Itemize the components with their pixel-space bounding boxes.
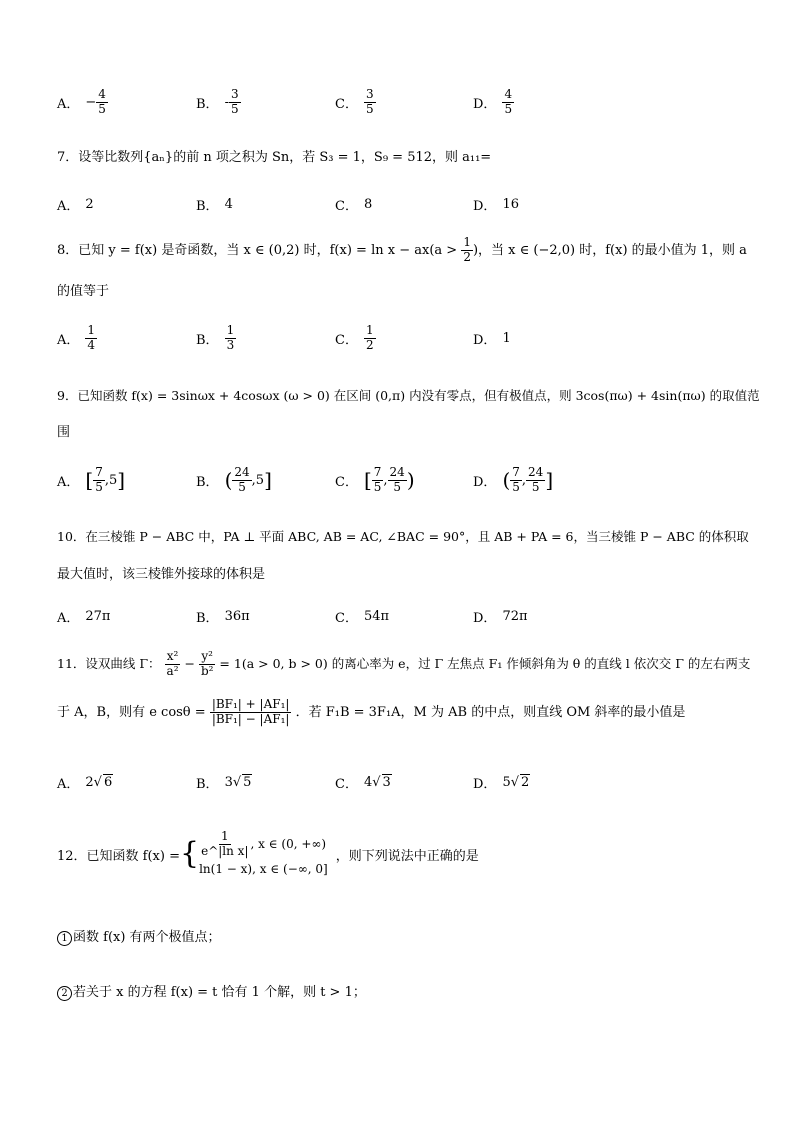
fraction: $\frac{4}{5}$ (504, 86, 513, 116)
q10-option-b[interactable]: B． 36π (196, 608, 250, 626)
q6-option-d[interactable]: D． $\frac{4}{5}$ (473, 86, 513, 116)
q12-statement-1: 1 函数 f(x) 有两个极值点； (57, 926, 221, 946)
q8-option-c[interactable]: C． $\frac{1}{2}$ (335, 322, 374, 352)
fraction: $\frac{7}{5}$ (373, 464, 382, 494)
fraction: $\frac{3}{5}$ (365, 86, 374, 116)
fraction: $\frac{24}{5}$ (234, 464, 250, 494)
fraction: $\frac{1}{3}$ (226, 322, 235, 352)
fraction: $\frac{1}{2}$ (365, 322, 374, 352)
q8-options (57, 318, 747, 358)
q6-option-c[interactable]: C． $\frac{3}{5}$ (335, 86, 374, 116)
q10-option-d[interactable]: D． 72π (473, 608, 528, 626)
fraction: $\frac{3}{5}$ (230, 86, 239, 116)
q9-stem-cont: 围 (57, 425, 71, 440)
q11-stem: 11．设双曲线 Γ： $\frac{\text{x²}}{\text{a²}}$ − $\frac{\text{y²}}{\text{b²}}$ = 1(a > 0, b > 0) 的离心率为 e，过 Γ 左焦点 F₁ 作倾斜角为 θ 的直线 l 依次交 Γ 的左右两支 (57, 649, 751, 678)
q7-option-d[interactable]: D． 16 (473, 196, 519, 214)
q11-option-a[interactable]: A． 2 √ 6 (57, 774, 113, 792)
piecewise-function: $\frac{1}{\text{e\textasciicircum{}|ln x|}}$ , x ∈ (0, +∞) ln(1 − x), x ∈ (−∞, 0] (199, 829, 328, 876)
fraction: $\frac{7}{5}$ (512, 464, 520, 494)
q6-options (57, 82, 747, 122)
fraction: $\frac{7}{5}$ (95, 464, 103, 494)
fraction: $\frac{4}{5}$ (98, 86, 106, 116)
q12-statement-2: 2 若关于 x 的方程 f(x) = t 恰有 1 个解，则 t > 1； (57, 981, 366, 1001)
q9-options (57, 460, 747, 500)
q8-option-b[interactable]: B． $\frac{1}{3}$ (196, 322, 235, 352)
fraction: $\frac{1}{2}$ (463, 235, 471, 264)
fraction: $\frac{\text{|BF₁| + |AF₁|}}{\text{|BF₁| − |AF₁|}}$ (211, 697, 290, 726)
q8-option-a[interactable]: A． $\frac{1}{4}$ (57, 322, 96, 352)
q8-option-d[interactable]: D． 1 (473, 330, 511, 348)
q11-option-c[interactable]: C． 4 √ 3 (335, 774, 391, 792)
q9-stem: 9．已知函数 f(x) = 3sinωx + 4cosωx (ω > 0) 在区间 (0,π) 内没有零点，但有极值点，则 3cos(πω) + 4sin(πω) 的取值范 (57, 388, 760, 403)
circled-number: 1 (57, 931, 72, 946)
q7-stem: 7．设等比数列{aₙ}的前 n 项之积为 Sn，若 S₃ = 1，S₉ = 512，则 a₁₁= (57, 150, 492, 165)
q11-options (57, 762, 747, 802)
q10-options (57, 596, 747, 636)
q11-stem-cont: 于 A，B，则有 e cosθ = $\frac{\text{|BF₁| + |AF₁|}}{\text{|BF₁| − |AF₁|}}$ ．若 F₁B = 3F₁A，M 为 AB 的中点，则直线 OM 斜率的最小值是 (57, 697, 686, 726)
q10-stem-cont: 最大值时，该三棱锥外接球的体积是 (57, 567, 266, 582)
q9-option-c[interactable]: C． [ $\frac{7}{5}$ , $\frac{24}{5}$ ) (335, 464, 415, 494)
circled-number: 2 (57, 986, 72, 1001)
q11-option-d[interactable]: D． 5 √ 2 (473, 774, 530, 792)
fraction: $\frac{\text{x²}}{\text{a²}}$ (166, 649, 179, 678)
q7-option-b[interactable]: B． 4 (196, 196, 233, 214)
q10-option-a[interactable]: A． 27π (57, 608, 111, 626)
q10-option-c[interactable]: C． 54π (335, 608, 390, 626)
fraction: $\frac{1}{4}$ (87, 322, 96, 352)
q10-stem: 10．在三棱锥 P − ABC 中，PA ⊥ 平面 ABC, AB = AC, ∠BAC = 90°，且 AB + PA = 6，当三棱锥 P − ABC 的体积取 (57, 529, 749, 544)
q9-option-d[interactable]: D． ( $\frac{7}{5}$ , $\frac{24}{5}$ ] (473, 464, 554, 494)
q9-option-a[interactable]: A． [ $\frac{7}{5}$ , 5 ] (57, 464, 126, 494)
q7-option-a[interactable]: A． 2 (57, 196, 94, 214)
fraction: $\frac{24}{5}$ (528, 464, 544, 494)
left-brace: { (180, 836, 200, 872)
fraction: $\frac{1}{\text{e\textasciicircum{}|ln x|}}$ (201, 829, 249, 858)
q12-stem: 12．已知函数 f(x) = { $\frac{1}{\text{e\textasciicircum{}|ln x|}}$ , x ∈ (0, +∞) ln(1 − x), x ∈ (−∞, 0] ，则下列说法中正确的是 (57, 830, 479, 879)
fraction: $\frac{24}{5}$ (389, 464, 405, 494)
q8-stem: 8．已知 y = f(x) 是奇函数，当 x ∈ (0,2) 时，f(x) = ln x − ax(a > $\frac{1}{2}$ )，当 x ∈ (−2,0) 时，f(x) 的最小值为 1，则 a (57, 235, 747, 264)
q9-option-b[interactable]: B． ( $\frac{24}{5}$ , 5 ] (196, 464, 272, 494)
q6-option-b[interactable]: B． - $\frac{3}{5}$ (196, 86, 239, 116)
q11-option-b[interactable]: B． 3 √ 5 (196, 774, 252, 792)
q8-stem-cont: 的值等于 (57, 284, 110, 299)
q6-option-a[interactable]: A． − $\frac{4}{5}$ (57, 86, 106, 116)
q7-option-c[interactable]: C． 8 (335, 196, 373, 214)
q7-options (57, 184, 747, 224)
fraction: $\frac{\text{y²}}{\text{b²}}$ (200, 649, 214, 678)
